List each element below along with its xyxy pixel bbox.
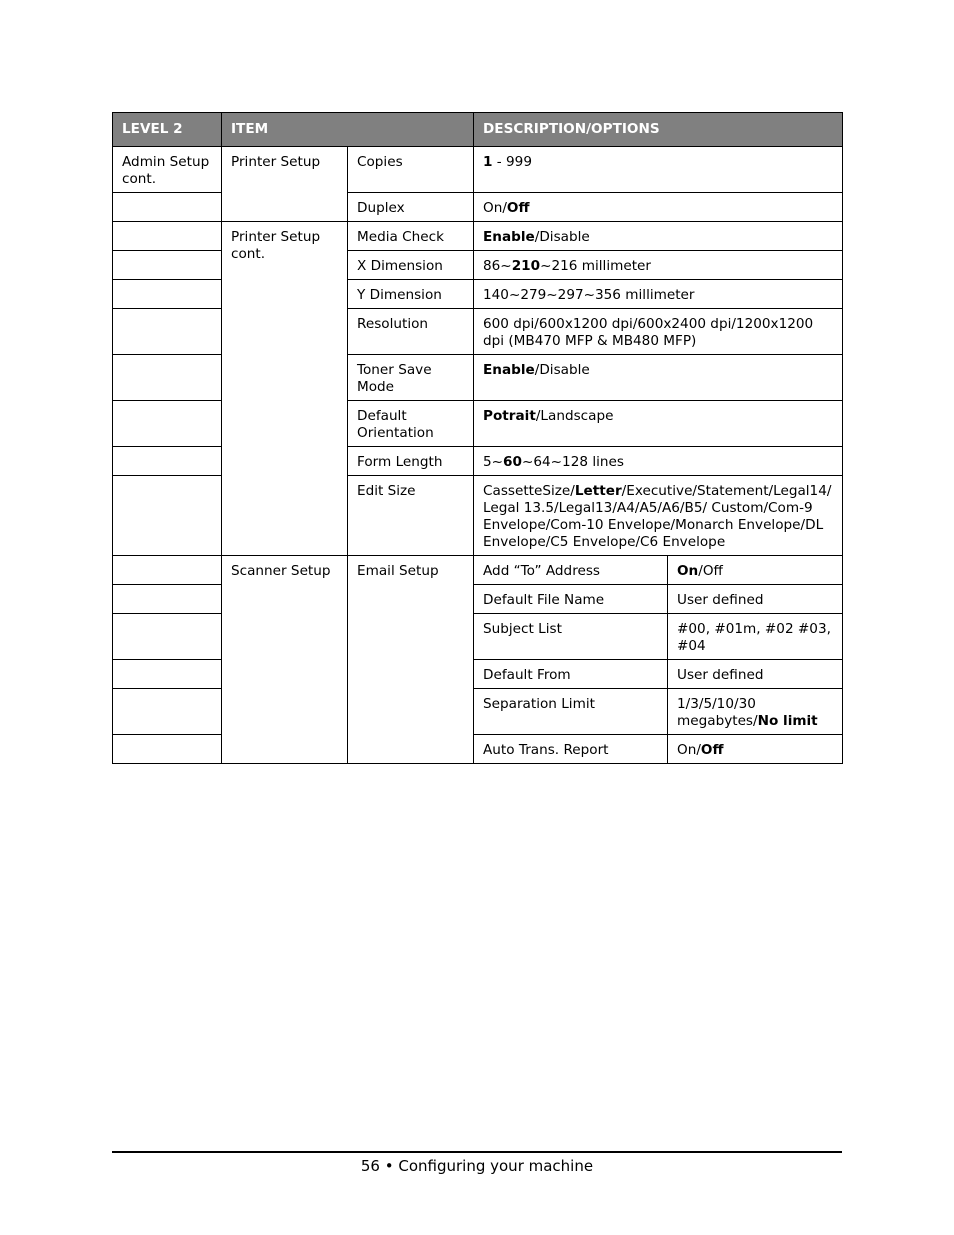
option-text: 600 dpi/600x1200 dpi/600x2400 dpi/1200x1200 dpi (MB470 MFP & MB480 MFP) (483, 316, 814, 349)
table-header-row (113, 113, 843, 147)
option-text: On/ (483, 200, 507, 216)
email-item-name: Add “To” Address (474, 556, 668, 585)
option-default: No limit (757, 713, 818, 729)
item-description (474, 401, 843, 447)
option-default: On (677, 563, 699, 579)
option-text: 140~279~297~356 millimeter (483, 287, 695, 303)
table-row (113, 147, 843, 193)
level2-cell-empty (113, 251, 222, 280)
level2-cell-empty (113, 585, 222, 614)
option-default: Letter (574, 483, 622, 499)
option-text: User defined (677, 667, 764, 683)
email-item-options (668, 689, 843, 735)
item-description (474, 447, 843, 476)
email-item-options (668, 585, 843, 614)
level2-cell-empty (113, 355, 222, 401)
email-item-options (668, 614, 843, 660)
email-item-name: Auto Trans. Report (474, 735, 668, 764)
item-description (474, 476, 843, 556)
footer-rule (112, 1151, 842, 1153)
item-description (474, 222, 843, 251)
group-cell: Scanner Setup (222, 556, 348, 764)
option-default: 1 (483, 154, 493, 170)
group-cell: Printer Setup cont. (222, 222, 348, 556)
option-default: Enable (483, 229, 535, 245)
option-text: /Off (698, 563, 723, 579)
option-default: 210 (511, 258, 541, 274)
subgroup-cell: Email Setup (348, 556, 474, 764)
email-item-name: Subject List (474, 614, 668, 660)
page-footer: 56 • Configuring your machine (360, 1157, 594, 1175)
email-item-name: Separation Limit (474, 689, 668, 735)
email-item-options (668, 735, 843, 764)
level2-cell-empty (113, 222, 222, 251)
option-default: 60 (503, 454, 522, 470)
option-text: 86~ (483, 258, 512, 274)
item-name: Duplex (348, 193, 474, 222)
option-text: On/ (677, 742, 701, 758)
level2-cell-empty (113, 689, 222, 735)
item-description (474, 251, 843, 280)
level2-cell: Admin Setup cont. (113, 147, 222, 193)
table-row (113, 556, 843, 585)
option-text: ~216 millimeter (540, 258, 651, 274)
option-text: /Disable (534, 362, 590, 378)
email-item-options (668, 660, 843, 689)
item-description (474, 309, 843, 355)
item-name: Toner Save Mode (348, 355, 474, 401)
option-text: 1/3/5/10/30 megabytes/ (677, 696, 758, 729)
email-item-options (668, 556, 843, 585)
level2-cell-empty (113, 309, 222, 355)
admin-setup-table (112, 112, 843, 764)
option-text: /Executive/Statement/Legal14/ Legal 13.5/Legal13/A4/A5/A6/B5/ Custom/Com-9 Envelope/Com-10 Envelope/Monarch Envelope/DL Envelope/C5 Envelope/C6 Envelope (483, 483, 832, 550)
option-text: /Landscape (535, 408, 614, 424)
option-text: ~64~128 lines (521, 454, 624, 470)
level2-cell-empty (113, 476, 222, 556)
item-name: Default Orientation (348, 401, 474, 447)
option-default: Off (700, 742, 724, 758)
option-text: 5~ (483, 454, 504, 470)
item-name: Resolution (348, 309, 474, 355)
item-name: Form Length (348, 447, 474, 476)
level2-cell-empty (113, 193, 222, 222)
option-text: - 999 (492, 154, 532, 170)
header-description: DESCRIPTION/OPTIONS (474, 113, 843, 147)
level2-cell-empty (113, 556, 222, 585)
item-description (474, 193, 843, 222)
option-text: /Disable (534, 229, 590, 245)
option-text: User defined (677, 592, 764, 608)
option-default: Off (506, 200, 530, 216)
item-description (474, 147, 843, 193)
level2-cell-empty (113, 614, 222, 660)
item-name: Media Check (348, 222, 474, 251)
header-level2: LEVEL 2 (113, 113, 222, 147)
item-description (474, 280, 843, 309)
header-item: ITEM (222, 113, 474, 147)
group-cell: Printer Setup (222, 147, 348, 222)
item-name: Edit Size (348, 476, 474, 556)
level2-cell-empty (113, 735, 222, 764)
email-item-name: Default From (474, 660, 668, 689)
option-text: CassetteSize/ (483, 483, 575, 499)
option-text: #00, #01m, #02 #03, #04 (677, 621, 831, 654)
item-description (474, 355, 843, 401)
level2-cell-empty (113, 280, 222, 309)
option-default: Potrait (483, 408, 536, 424)
level2-cell-empty (113, 401, 222, 447)
level2-cell-empty (113, 660, 222, 689)
item-name: Copies (348, 147, 474, 193)
item-name: X Dimension (348, 251, 474, 280)
table-row (113, 222, 843, 251)
email-item-name: Default File Name (474, 585, 668, 614)
item-name: Y Dimension (348, 280, 474, 309)
option-default: Enable (483, 362, 535, 378)
level2-cell-empty (113, 447, 222, 476)
